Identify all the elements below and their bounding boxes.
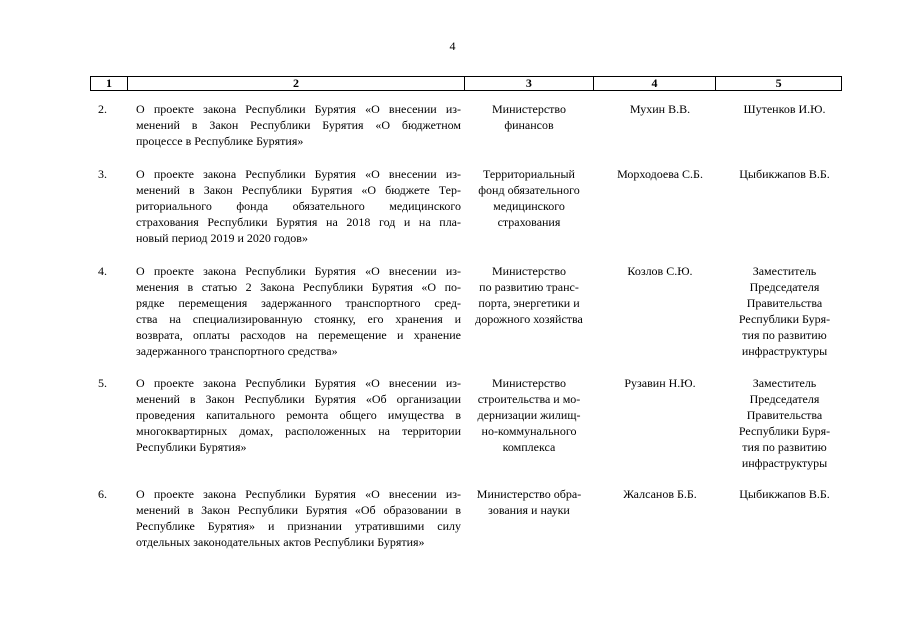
supervisor-line: Председателя bbox=[749, 392, 820, 406]
agency-line: Министерство bbox=[492, 376, 566, 390]
responsible-person: Козлов С.Ю. bbox=[627, 264, 693, 278]
responsible-person: Мухин В.В. bbox=[629, 102, 691, 116]
title-line: О проекте закона Республики Бурятия «О внесении из- bbox=[136, 376, 461, 390]
supervisor-line: Заместитель bbox=[752, 376, 817, 390]
agency bbox=[465, 101, 593, 133]
responsible-person: Жалсанов Б.Б. bbox=[623, 487, 697, 501]
agency-line: комплекса bbox=[502, 440, 556, 454]
title-line: возврата, оплаты расходов на перемещение и хранение bbox=[136, 328, 461, 342]
supervisor-line: Правительства bbox=[746, 296, 823, 310]
supervisor-line: тия по развитию bbox=[742, 440, 827, 454]
title-line: О проекте закона Республики Бурятия «О внесении из- bbox=[136, 487, 461, 501]
title-line: О проекте закона Республики Бурятия «О внесении из- bbox=[136, 264, 461, 278]
bill-title bbox=[136, 166, 461, 246]
agency-line: Территориальный bbox=[483, 167, 575, 181]
title-line: проведения капитального ремонта общего имущества в bbox=[136, 408, 461, 422]
supervisor-line: инфраструктуры bbox=[741, 344, 828, 358]
title-line: задержанного транспортного средства» bbox=[136, 344, 338, 358]
column-header-2: 2 bbox=[128, 77, 465, 90]
agency-line: Министерство bbox=[492, 264, 566, 278]
title-line: Республике Бурятия» и признании утратившими силу bbox=[136, 519, 461, 533]
supervisor bbox=[722, 101, 847, 117]
title-line: риториального фонда обязательного медицинского bbox=[136, 199, 461, 213]
title-line: страхования Республики Бурятия на 2018 год и на пла- bbox=[136, 215, 461, 229]
supervisor bbox=[722, 263, 847, 359]
supervisor-line: Правительства bbox=[746, 408, 823, 422]
bill-title bbox=[136, 375, 461, 455]
supervisor-line: Цыбикжапов В.Б. bbox=[739, 167, 830, 181]
supervisor-line: инфраструктуры bbox=[741, 456, 828, 470]
supervisor-line: Шутенков И.Ю. bbox=[743, 102, 826, 116]
agency bbox=[465, 166, 593, 230]
column-header-4: 4 bbox=[594, 77, 717, 90]
table-header bbox=[90, 76, 842, 91]
supervisor-line: Заместитель bbox=[752, 264, 817, 278]
title-line: отдельных законодательных актов Республики Бурятия» bbox=[136, 535, 425, 549]
row-number: 2. bbox=[98, 102, 107, 116]
column-header-3: 3 bbox=[465, 77, 594, 90]
supervisor-line: тия по развитию bbox=[742, 328, 827, 342]
agency-line: зования и науки bbox=[488, 503, 570, 517]
agency-line: медицинского bbox=[493, 199, 565, 213]
bill-title bbox=[136, 486, 461, 550]
row-number: 6. bbox=[98, 487, 107, 501]
title-line: менений в Закон Республики Бурятия «О бюджетном bbox=[136, 118, 461, 132]
title-line: менений в Закон Республики Бурятия «Об организации bbox=[136, 392, 461, 406]
title-line: процессе в Республике Бурятия» bbox=[136, 134, 304, 148]
agency-line: дернизации жилищ- bbox=[477, 408, 581, 422]
agency-line: Министерство bbox=[492, 102, 566, 116]
supervisor bbox=[722, 375, 847, 471]
bill-title bbox=[136, 101, 461, 149]
title-line: рядке перемещения задержанного транспортного сред- bbox=[136, 296, 461, 310]
title-line: О проекте закона Республики Бурятия «О внесении из- bbox=[136, 167, 461, 181]
row-number: 4. bbox=[98, 264, 107, 278]
responsible-person: Морходоева С.Б. bbox=[617, 167, 703, 181]
agency-line: финансов bbox=[504, 118, 554, 132]
title-line: ства на специализированную стоянку, его хранения и bbox=[136, 312, 461, 326]
agency bbox=[465, 486, 593, 518]
title-line: Республики Бурятия» bbox=[136, 440, 247, 454]
agency bbox=[465, 263, 593, 327]
agency-line: но-коммунального bbox=[481, 424, 577, 438]
agency-line: по развитию транс- bbox=[479, 280, 579, 294]
agency-line: строительства и мо- bbox=[477, 392, 581, 406]
agency-line: Министерство обра- bbox=[476, 487, 582, 501]
supervisor-line: Цыбикжапов В.Б. bbox=[739, 487, 830, 501]
page-number: 4 bbox=[449, 39, 456, 53]
agency-line: дорожного хозяйства bbox=[475, 312, 583, 326]
row-number: 3. bbox=[98, 167, 107, 181]
supervisor-line: Республики Буря- bbox=[738, 424, 831, 438]
agency-line: порта, энергетики и bbox=[478, 296, 580, 310]
supervisor-line: Республики Буря- bbox=[738, 312, 831, 326]
supervisor-line: Председателя bbox=[749, 280, 820, 294]
bill-title bbox=[136, 263, 461, 359]
agency-line: страхования bbox=[497, 215, 561, 229]
title-line: менений в Закон Республики Бурятия «О бюджете Тер- bbox=[136, 183, 461, 197]
agency-line: фонд обязательного bbox=[478, 183, 580, 197]
supervisor bbox=[722, 166, 847, 182]
column-header-1: 1 bbox=[91, 77, 128, 90]
responsible-person: Рузавин Н.Ю. bbox=[624, 376, 696, 390]
title-line: О проекте закона Республики Бурятия «О внесении из- bbox=[136, 102, 461, 116]
column-header-5: 5 bbox=[775, 76, 782, 90]
agency bbox=[465, 375, 593, 455]
title-line: многоквартирных домах, расположенных на территории bbox=[136, 424, 461, 438]
title-line: менения в статью 2 Закона Республики Бурятия «О по- bbox=[136, 280, 461, 294]
row-number: 5. bbox=[98, 376, 107, 390]
title-line: новый период 2019 и 2020 годов» bbox=[136, 231, 308, 245]
supervisor bbox=[722, 486, 847, 502]
title-line: менений в Закон Республики Бурятия «Об образовании в bbox=[136, 503, 461, 517]
